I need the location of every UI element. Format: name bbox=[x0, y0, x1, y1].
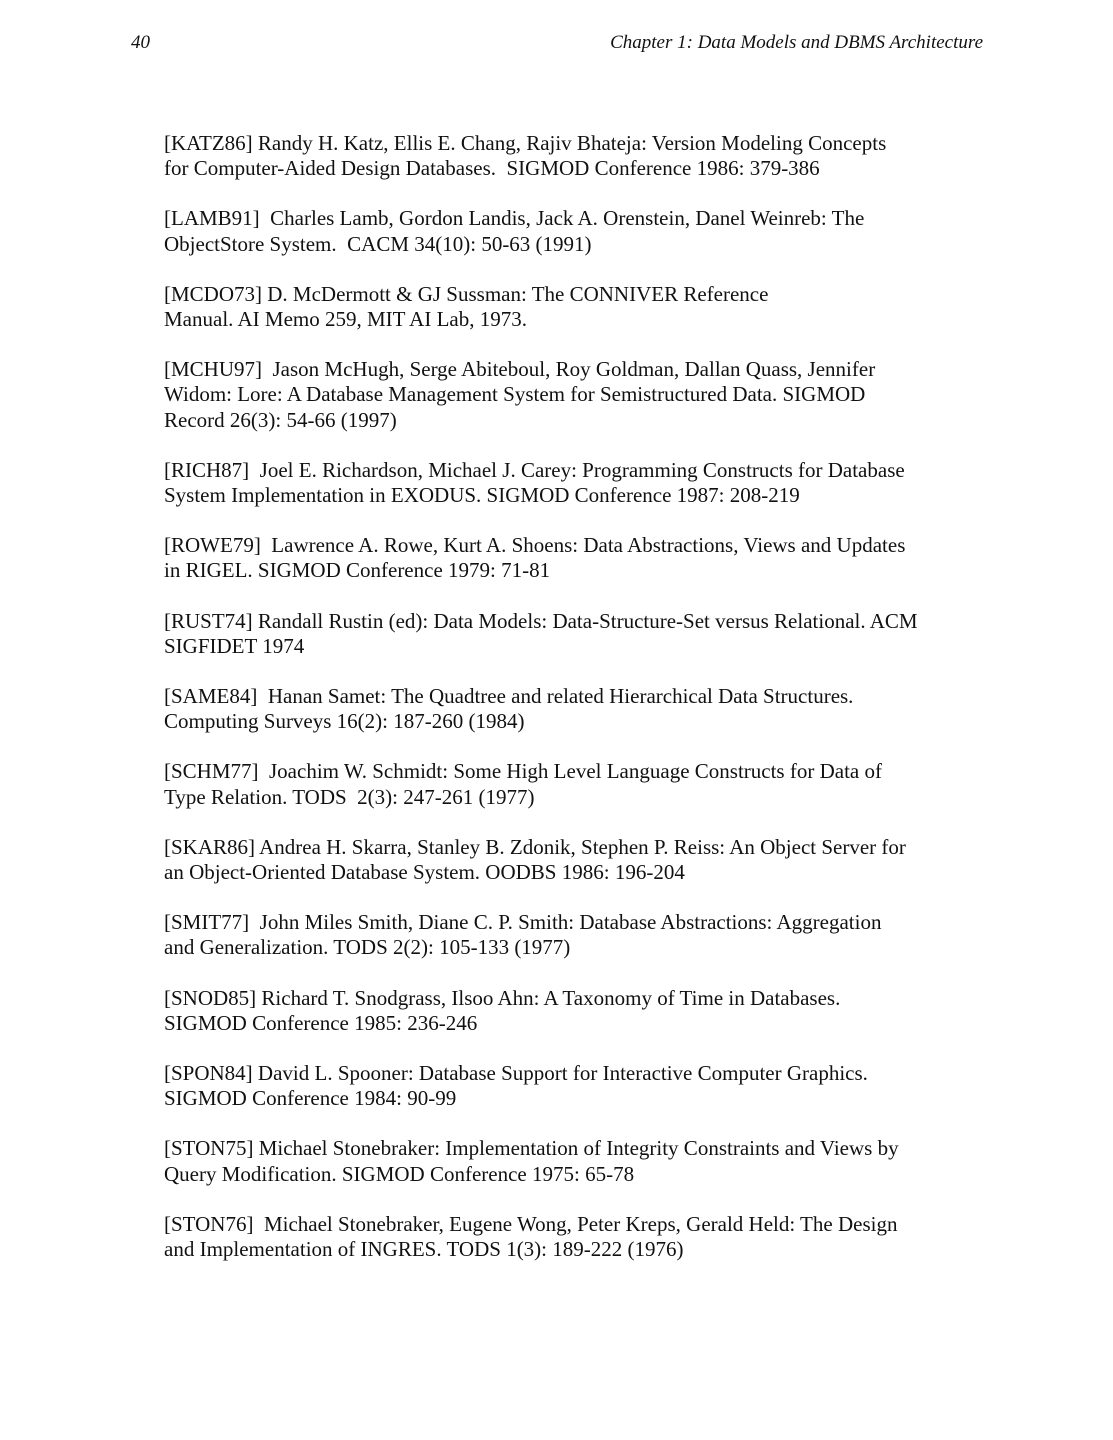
reference-line: Computing Surveys 16(2): 187-260 (1984) bbox=[164, 709, 525, 734]
reference-line: Manual. AI Memo 259, MIT AI Lab, 1973. bbox=[164, 307, 527, 332]
reference-line: [RUST74] Randall Rustin (ed): Data Models: Data-Structure-Set versus Relational. ACM bbox=[164, 608, 918, 633]
reference-line: Widom: Lore: A Database Management System for Semistructured Data. SIGMOD bbox=[164, 382, 866, 407]
reference-snod85 bbox=[164, 986, 964, 1036]
reference-line: [STON75] Michael Stonebraker: Implementation of Integrity Constraints and Views by bbox=[164, 1136, 899, 1161]
reference-spon84 bbox=[164, 1061, 964, 1111]
reference-line: [SPON84] David L. Spooner: Database Support for Interactive Computer Graphics. bbox=[164, 1061, 868, 1086]
reference-line: SIGMOD Conference 1984: 90-99 bbox=[164, 1086, 457, 1111]
chapter-title: Chapter 1: Data Models and DBMS Architecture bbox=[610, 32, 983, 53]
reference-line: ObjectStore System. CACM 34(10): 50-63 (1991) bbox=[164, 231, 592, 256]
reference-line: and Generalization. TODS 2(2): 105-133 (1977) bbox=[164, 935, 571, 960]
reference-line: Record 26(3): 54-66 (1997) bbox=[164, 407, 397, 432]
reference-line: [MCDO73] D. McDermott & GJ Sussman: The CONNIVER Reference bbox=[164, 281, 769, 306]
reference-lamb91 bbox=[164, 206, 964, 256]
reference-line: SIGFIDET 1974 bbox=[164, 633, 305, 658]
reference-line: SIGMOD Conference 1985: 236-246 bbox=[164, 1010, 478, 1035]
reference-ston75 bbox=[164, 1136, 964, 1186]
reference-line: [MCHU97] Jason McHugh, Serge Abiteboul, Roy Goldman, Dallan Quass, Jennifer bbox=[164, 357, 876, 382]
reference-line: [KATZ86] Randy H. Katz, Ellis E. Chang, Rajiv Bhateja: Version Modeling Concepts bbox=[164, 131, 887, 155]
reference-rust74 bbox=[164, 609, 964, 659]
page-number: 40 bbox=[131, 32, 150, 53]
reference-line: Type Relation. TODS 2(3): 247-261 (1977) bbox=[164, 784, 535, 809]
reference-rich87 bbox=[164, 458, 964, 508]
reference-line: and Implementation of INGRES. TODS 1(3): 189-222 (1976) bbox=[164, 1237, 684, 1262]
reference-mcdo73 bbox=[164, 282, 964, 332]
reference-schm77 bbox=[164, 759, 964, 809]
reference-line: [ROWE79] Lawrence A. Rowe, Kurt A. Shoens: Data Abstractions, Views and Updates bbox=[164, 533, 906, 558]
reference-line: [SNOD85] Richard T. Snodgrass, Ilsoo Ahn: A Taxonomy of Time in Databases. bbox=[164, 985, 841, 1010]
reference-line: for Computer-Aided Design Databases. SIGMOD Conference 1986: 379-386 bbox=[164, 156, 820, 181]
reference-line: Query Modification. SIGMOD Conference 1975: 65-78 bbox=[164, 1161, 635, 1186]
reference-mchu97 bbox=[164, 357, 964, 433]
reference-line: an Object-Oriented Database System. OODBS 1986: 196-204 bbox=[164, 860, 685, 885]
reference-rowe79 bbox=[164, 533, 964, 583]
reference-ston76 bbox=[164, 1212, 964, 1262]
page-header bbox=[131, 31, 983, 55]
reference-line: [SAME84] Hanan Samet: The Quadtree and related Hierarchical Data Structures. bbox=[164, 684, 854, 709]
reference-line: [SCHM77] Joachim W. Schmidt: Some High Level Language Constructs for Data of bbox=[164, 759, 882, 784]
reference-list bbox=[164, 131, 964, 1287]
reference-line: System Implementation in EXODUS. SIGMOD Conference 1987: 208-219 bbox=[164, 483, 800, 508]
reference-smit77 bbox=[164, 910, 964, 960]
reference-line: [LAMB91] Charles Lamb, Gordon Landis, Jack A. Orenstein, Danel Weinreb: The bbox=[164, 206, 865, 231]
reference-katz86 bbox=[164, 131, 964, 181]
reference-line: [SKAR86] Andrea H. Skarra, Stanley B. Zdonik, Stephen P. Reiss: An Object Server for bbox=[164, 834, 906, 859]
reference-skar86 bbox=[164, 835, 964, 885]
reference-line: [STON76] Michael Stonebraker, Eugene Wong, Peter Kreps, Gerald Held: The Design bbox=[164, 1211, 898, 1236]
reference-line: in RIGEL. SIGMOD Conference 1979: 71-81 bbox=[164, 558, 551, 583]
reference-same84 bbox=[164, 684, 964, 734]
reference-line: [RICH87] Joel E. Richardson, Michael J. Carey: Programming Constructs for Database bbox=[164, 457, 905, 482]
reference-line: [SMIT77] John Miles Smith, Diane C. P. Smith: Database Abstractions: Aggregation bbox=[164, 910, 882, 935]
